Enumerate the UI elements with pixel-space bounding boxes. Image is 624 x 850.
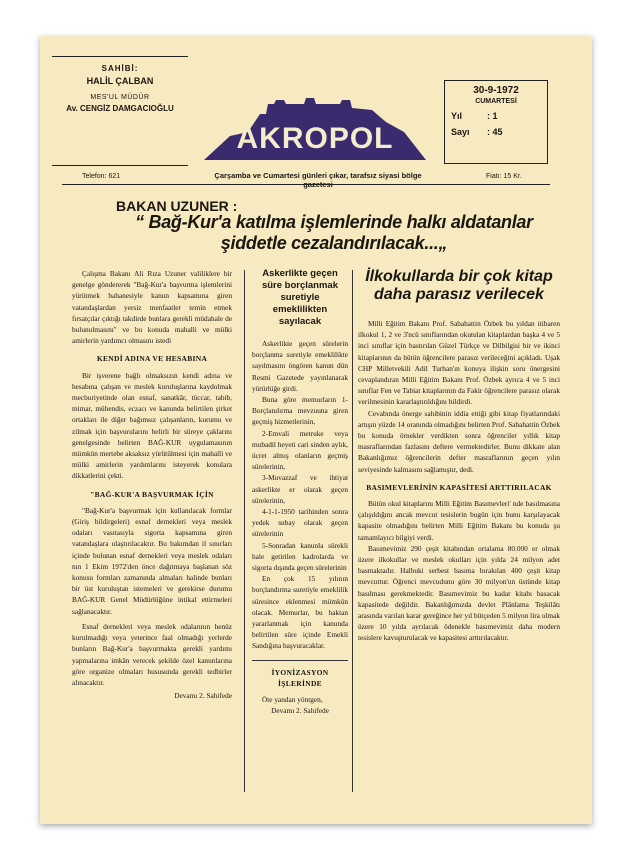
column-divider-1 (244, 270, 245, 792)
paragraph: 2-Emvali metruke veya mubadil heyeti cari sinden aylık, ücret almış olanların geçmiş sürelerinin, (252, 428, 348, 472)
article-title: İlkokullarda bir çok kitap daha parasız verilecek (365, 268, 553, 303)
manager-label: MES'UL MÜDÜR (90, 94, 150, 101)
owner-info-box (52, 56, 188, 166)
subheading: "BAĞ-KUR'A BAŞVURMAK İÇİN (90, 489, 214, 499)
phone-number: Telefon: 621 (82, 173, 121, 180)
paragraph: En çok 15 yılının borçlandırma suretiyle emeklilik süresince eklenmesi mümkün olacak. Memurlar, bu haktan yararlanmak için kanunda belirtilen süre içinde Emekli Sandığına başvuracaklar. (252, 574, 348, 651)
masthead-logo (200, 92, 430, 162)
paragraph: "Bağ-Kur'a başvurmak için kullanılacak formlar (Giriş bildirgeleri) esnaf dernekleri veya meslek odaları vasıtasıyla sigorta kapsamına giren vatandaşlara ulaştırılacaktır. Bu bakımdan il sınırları içinde bulunan esnaf dernekleri veya meslek odaları nın 1 Ekim 1972'den önce dağıtmaya başlanan söz konusu formları zamanında almaları halinde bunları bir üst kuruluştan istemeleri ve gerekirse durumu BAĞ-KUR Genel Müdürlüğüne intikal ettirmeleri sağlanacaktır. (72, 505, 232, 616)
issue-label: Sayı (451, 127, 470, 137)
paragraph: Öte yandan yöntgen, (262, 695, 323, 705)
price-label: Fiatı: 15 Kr. (486, 173, 522, 180)
headline (124, 212, 544, 254)
headline-kicker: BAKAN UZUNER : (116, 198, 238, 214)
owner-name: HALİL ÇALBAN (86, 76, 154, 86)
masthead-motto: Çarşamba ve Cumartesi günleri çıkar, tarafsız siyasi bölge gazetesi (214, 171, 422, 189)
paragraph: Basımevimiz 290 çeşit kitabından ortalama 80.000 er olmak üzere ilkokullar ve meslek okulları için yılda 24 milyon adet basmaktadır. Halbuki serbest basıma bırakılan 400 çeşit kitap mevcuttur. Öğrenci mevcudunu göre 30 milyon'un üstünde kitap basılması gerekmektedir. Basımevimiz bu kadar kitabı basacak kapasitede değildir. Bakanlığımızda devlet Plânlama Teşkilâtı arasında varılan karar gereğince her yıl bütçeden 5 milyon lira olmak üzere 10 yılda ayrılacak ödenekle basımevimiz daha modern tesislere kavuşturulacak ve kapasitesi arttırılacaktır. (358, 543, 560, 643)
paragraph: Cevabında önerge sahibinin iddia ettiği gibi kitap fiyatlarındaki artışın yüzde 14 oranında olmadığını belirten Prof. Sabahattin Özbek bu konuda örnekler verdikten sonra öğrenciler yıllık kitap masraflarından fazlasını deftere vermektedirler. Bunu dikkate alan Bakanlığımız öğrencilerin defter masraflarının geçen yılın seviyesinde kalmasını sağlamıştır, dedi. (358, 408, 560, 474)
year-label: Yıl (451, 111, 463, 121)
paragraph: Esnaf dernekleri veya meslek odalarının henüz kurulmadığı veya yeterince faal olmadığı yerlerde bunların Bağ-Kur'a başvurmakta gerekli yardımı yapmalarına imkân verecek şekilde özel kanunlarına göre organize olmaları hususunda gerekli tedbirler alınacaktır. (72, 621, 232, 687)
paragraph: Askerlikte geçen sürelerin borçlanma suretiyle emeklilikte sayılmasını öngören kanun dün Resmi Gazetede yayınlanarak yürürlüğe girdi. (252, 339, 348, 393)
headline-line-2: şiddetle cezalandırılacak...„ (220, 233, 448, 253)
issue-info-box (444, 80, 548, 164)
subheading: İYONİZASYON İŞLERİNDE (252, 660, 348, 689)
year-row (451, 111, 541, 121)
paragraph: Bütün okul kitaplarını Milli Eğitim Basımevleri' nde basılmasına çalışıldığını ancak mevcut tesislerin bugün için bunu karşılayacak kapasite olmadığını belirten Milli Eğitim Bakanı bu konuda şu tamamlayıcı bilgiyi verdi. (358, 499, 560, 542)
manager-name: Av. CENGİZ DAMGACIOĞLU (66, 104, 174, 113)
article-ilkokul (358, 268, 560, 644)
year-value: : 1 (487, 111, 498, 121)
paragraph: Milli Eğitim Bakanı Prof. Sabahattin Özbek bu yıldan itibaren ilkokul 1, 2 ve 3'ncü sınıflarından okutulan kitaplardan başka 4 ve 5 inci sınıflar için bastırılan Güzel Türkçe ve Dilbilgisi bir ve ikinci kitaplarının da bütün öğrencilere parasız verileceğini açıkladı. Uşak CHP Milletvekili Adil Turhan'ın konuya ilişkin soru önergesini cevaplandıran Milli Eğitim Bakanı Prof. Özbek ayrıca 4 ve 5 inci sınıflar Fen ve Tabiat kitaplarının da Fakir öğrencilere parasız olarak verilmesinin kararlaştırıldığını bildirdi. (358, 319, 560, 407)
paragraph: Buna göre memurların 1-Borçlanılırma mevzuuna giren geçmiş hizmetlerinin, (252, 395, 348, 427)
article-bagkur (72, 268, 232, 701)
article-askerlik (252, 268, 348, 717)
continued-note: Devamı 2. Sahifede (271, 706, 329, 716)
logo-text: AKROPOL (236, 122, 394, 155)
issue-value: : 45 (487, 127, 503, 137)
subheading: KENDİ ADINA VE HESABINA (96, 354, 208, 364)
issue-row (451, 127, 541, 137)
paragraph: Bir işverene bağlı olmaksızın kendi adına ve hesabına çalışan ve meslek kuruluşlarına kaydolmak mecburiyetinde olan esnaf, sanatkâr, tüccar, tabib, mimar, mühendis, eczacı ve kanunda belirtilen şirket ortakları ile diğer bağımsız çalışanların, kurumu ve zilmak için başvurularını belirli bir süreye çaklarını genelgesinde belirten BAĞ-KUR uygulamasının mümkün mertebe aksaksız yürütülmesi için mahalli ve mülki amirlerin yardımlarını isteyerek konulara dikkatlerini çekti. (72, 370, 232, 481)
paragraph: 3-Muvazzaf ve ihtiyat askerlikte er olarak geçen sürelerinin, (252, 473, 348, 505)
paragraph: 4-1-1-1950 tarihinden sonra yedek subay olarak geçen sürelerinin (252, 507, 348, 539)
subheading: BASIMEVLERİNİN KAPASİTESİ ARTTIRILACAK (366, 482, 552, 492)
issue-day: CUMARTESİ (475, 98, 517, 105)
header-divider (62, 184, 550, 185)
column-divider-2 (352, 270, 353, 792)
paragraph: Çalışma Bakanı Ali Rıza Uzuner valiliklere bir genelge göndererek "Bağ-Kur'a başvurma işlemlerini yürütmek bahanesiyle kanun kapsamına giren vatandaşlardan yersiz menfaatler temin etmek fırsatçılar çıktığı takdirde bunlara gerekli müdahale de bulunulmasını" ve bu konuda mahalli ve mülki amirlerin yardımcı olmasını istedi (72, 269, 232, 346)
headline-line-1: “ Bağ-Kur'a katılma işlemlerinde halkı aldatanlar (135, 212, 533, 232)
issue-date: 30-9-1972 (473, 85, 519, 96)
paragraph: 5-Sonradan kanunla sürekli hale getirilen kadrolarda ve sigorta dışında geçen sürelerinin (252, 540, 348, 573)
article-title: Askerlikte geçen süre borçlanmak suretiyle emeklilikten sayılacak (261, 268, 339, 327)
continued-note: Devamı 2. Sahifede (174, 691, 232, 701)
owner-label: SAHİBİ: (101, 64, 139, 73)
